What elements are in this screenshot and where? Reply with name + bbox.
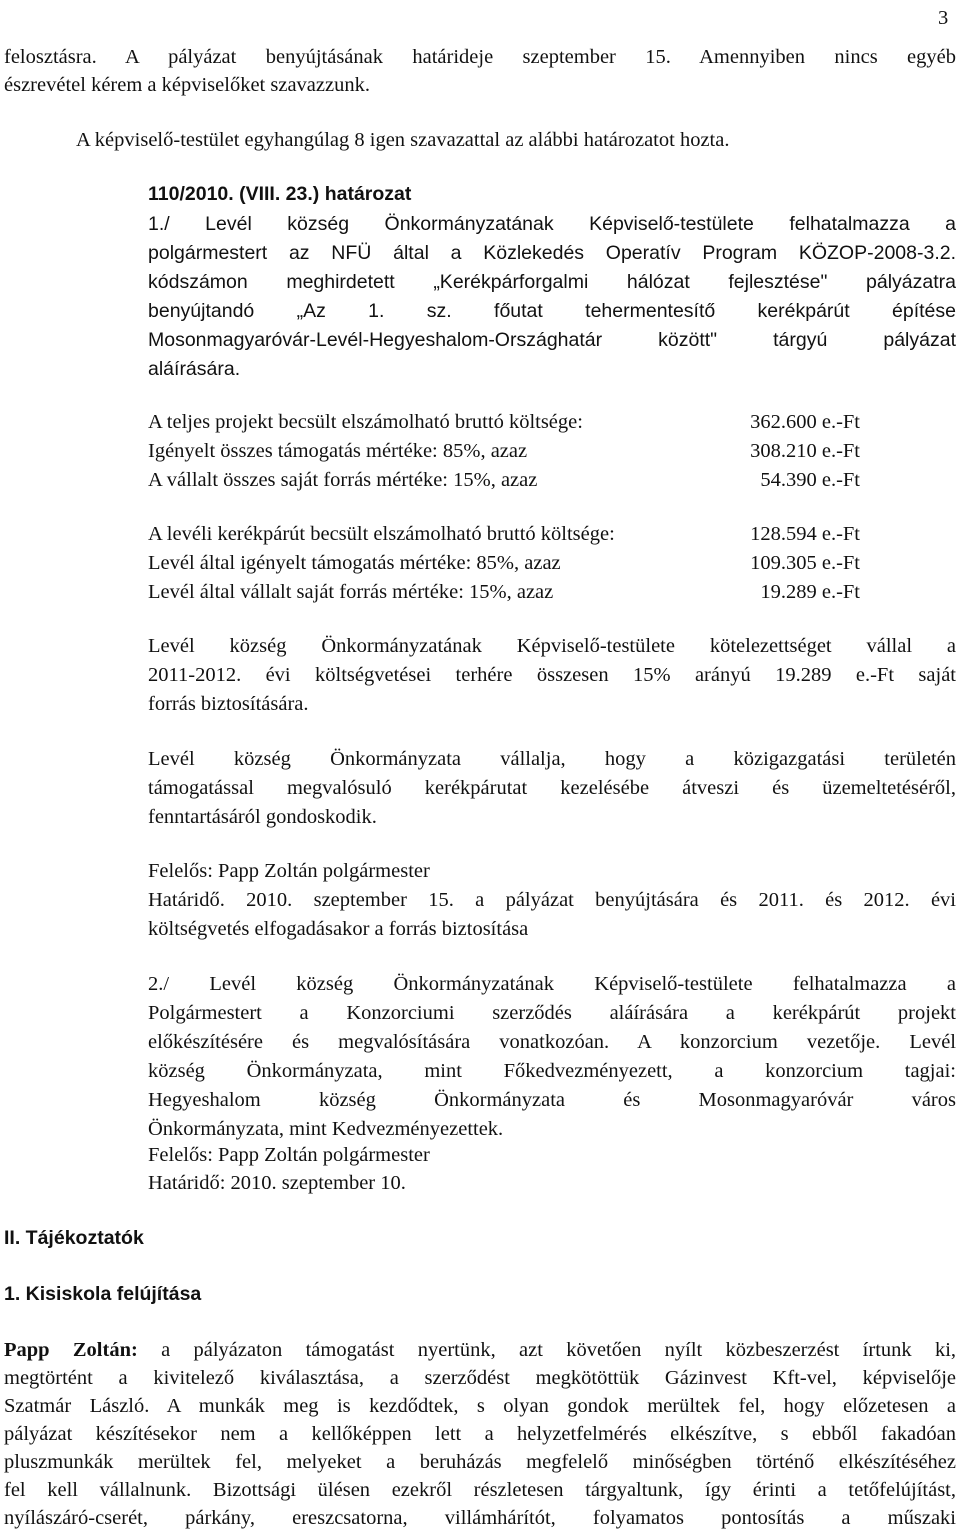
- cost-value: 308.210 e.-Ft: [750, 440, 860, 462]
- deadline-line: Határidő. 2010. szeptember 15. a pályázat benyújtására és 2011. és 2012. évi: [148, 889, 956, 911]
- papp-line: pluszmunkák merültek fel, melyeket a beruházás megfelelő minőségben történő elkészítéséhez: [4, 1451, 956, 1473]
- manage-line: fenntartásáról gondoskodik.: [148, 806, 377, 828]
- commit-line: forrás biztosítására.: [148, 693, 309, 715]
- point2-line: község Önkormányzata, mint Főkedvezményezett, a konzorcium tagjai:: [148, 1060, 956, 1082]
- papp-line-1-text: a pályázaton támogatást nyertünk, azt követően nyílt közbeszerzést írtunk ki,: [137, 1339, 957, 1361]
- cost-label: A teljes projekt becsült elszámolható bruttó költsége:: [148, 411, 583, 433]
- cost-value: 54.390 e.-Ft: [760, 469, 860, 491]
- intro-line-2: észrevétel kérem a képviselőket szavazzunk.: [4, 74, 370, 96]
- resolution-line: polgármestert az NFÜ által a Közlekedés Operatív Program KÖZOP-2008-3.2.: [148, 242, 956, 264]
- page-number: 3: [938, 7, 949, 29]
- cost-label: A levéli kerékpárút becsült elszámolható bruttó költsége:: [148, 523, 615, 545]
- deadline-line: Határidő: 2010. szeptember 10.: [148, 1172, 406, 1194]
- cost-label: Levél által vállalt saját forrás mértéke: 15%, azaz: [148, 581, 554, 603]
- subsection-heading: 1. Kisiskola felújítása: [4, 1283, 202, 1305]
- speaker-name: Papp Zoltán:: [4, 1339, 138, 1361]
- papp-line: Szatmár László. A munkák meg is kezdődtek, s olyan gondok merültek fel, hogy előzetesen a: [4, 1395, 956, 1417]
- papp-line: megtörtént a kivitelező kiválasztása, a szerződést megkötöttük Gázinvest Kft-vel, képviselője: [4, 1367, 956, 1389]
- resolution-line: Mosonmagyaróvár-Levél-Hegyeshalom-Országhatár között" tárgyú pályázat: [148, 329, 956, 351]
- resolution-line: kódszámon meghirdetett „Kerékpárforgalmi hálózat fejlesztése" pályázatra: [148, 271, 956, 293]
- commit-line: 2011-2012. évi költségvetései terhére összesen 15% arányú 19.289 e.-Ft saját: [148, 664, 956, 686]
- resolution-line: 1./ Levél község Önkormányzatának Képviselő-testülete felhatalmazza a: [148, 213, 956, 235]
- section-heading: II. Tájékoztatók: [4, 1227, 144, 1249]
- resolution-line: benyújtandó „Az 1. sz. főutat tehermentesítő kerékpárút építése: [148, 300, 956, 322]
- cost-value: 128.594 e.-Ft: [750, 523, 860, 545]
- point2-line: Hegyeshalom község Önkormányzata és Mosonmagyaróvár város: [148, 1089, 956, 1111]
- papp-line: nyílászáró-cserét, párkány, ereszcsatorna, villámhárítót, folyamatos pontosítás a műszaki: [4, 1507, 956, 1529]
- cost-label: Igényelt összes támogatás mértéke: 85%, azaz: [148, 440, 528, 462]
- manage-line: támogatással megvalósuló kerékpárutat kezelésébe átveszi és üzemeltetéséről,: [148, 777, 956, 799]
- deadline-line: költségvetés elfogadásakor a forrás biztosítása: [148, 918, 529, 940]
- cost-label: Levél által igényelt támogatás mértéke: 85%, azaz: [148, 552, 561, 574]
- papp-line-1: [4, 1340, 956, 1361]
- manage-line: Levél község Önkormányzata vállalja, hogy a közigazgatási területén: [148, 748, 956, 770]
- responsible-line: Felelős: Papp Zoltán polgármester: [148, 860, 430, 882]
- vote-statement: A képviselő-testület egyhangúlag 8 igen szavazattal az alábbi határozatot hozta.: [76, 129, 730, 151]
- resolution-line: aláírására.: [148, 358, 241, 380]
- intro-line-1: felosztásra. A pályázat benyújtásának határideje szeptember 15. Amennyiben nincs egyéb: [4, 46, 956, 68]
- papp-line: fel kell vállalnunk. Bizottsági ülésen ezekről részletesen tárgyaltunk, így érinti a tetőfelújítást,: [4, 1479, 956, 1501]
- point2-line: előkészítésére és megvalósítására vonatkozóan. A konzorcium vezetője. Levél: [148, 1031, 956, 1053]
- point2-line: Önkormányzata, mint Kedvezményezettek.: [148, 1118, 504, 1140]
- commit-line: Levél község Önkormányzatának Képviselő-testülete kötelezettséget vállal a: [148, 635, 956, 657]
- point2-line: 2./ Levél község Önkormányzatának Képviselő-testülete felhatalmazza a: [148, 973, 956, 995]
- cost-value: 109.305 e.-Ft: [750, 552, 860, 574]
- cost-value: 19.289 e.-Ft: [760, 581, 860, 603]
- cost-label: A vállalt összes saját forrás mértéke: 15%, azaz: [148, 469, 538, 491]
- responsible-line: Felelős: Papp Zoltán polgármester: [148, 1144, 430, 1166]
- resolution-title: 110/2010. (VIII. 23.) határozat: [148, 183, 412, 205]
- cost-value: 362.600 e.-Ft: [750, 411, 860, 433]
- point2-line: Polgármestert a Konzorciumi szerződés aláírására a kerékpárút projekt: [148, 1002, 956, 1024]
- papp-line: pályázat készítésekor nem a kellőképpen lett a helyzetfelmérés elkészítve, s ebből fakadóan: [4, 1423, 956, 1445]
